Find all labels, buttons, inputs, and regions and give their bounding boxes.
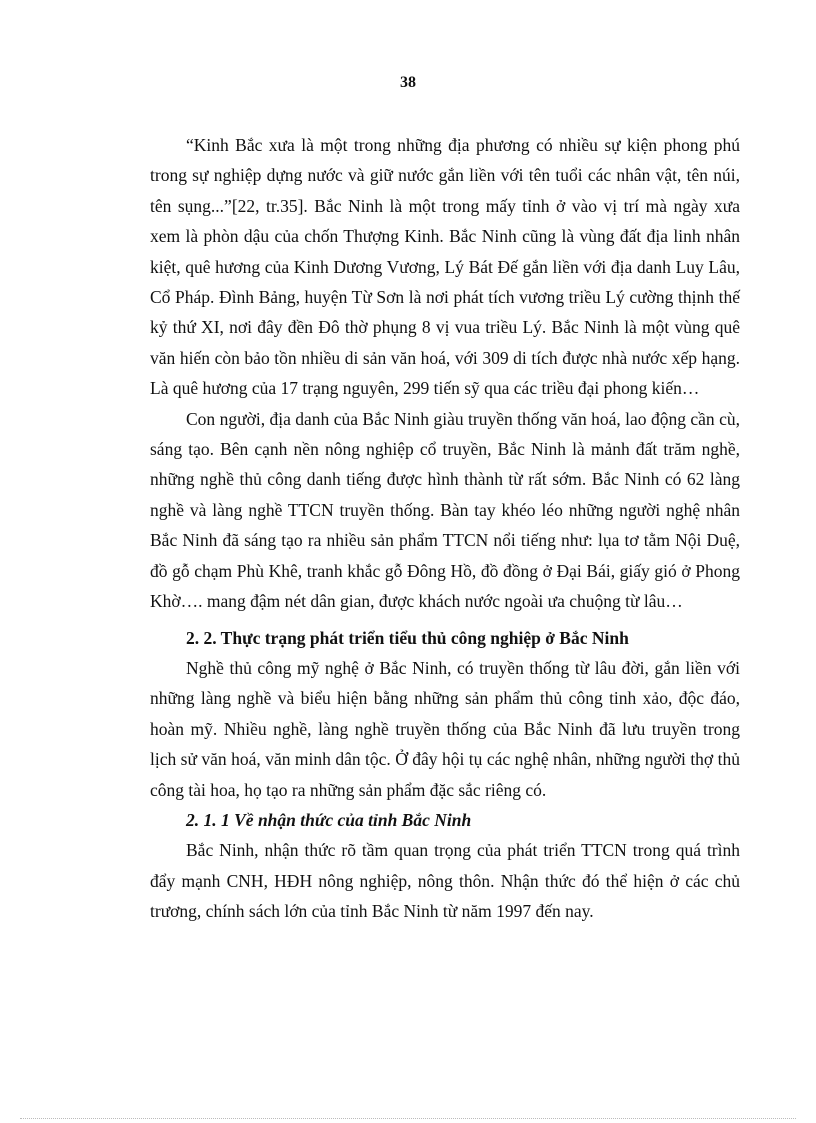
- paragraph-kinh-bac: “Kinh Bắc xưa là một trong những địa phương có nhiều sự kiện phong phú trong sự nghiệp dựng nước và giữ nước gắn liền với tên tuổi các nhân vật, tên núi, tên sụng...”[22, tr.35]. Bắc Ninh là một trong mấy tỉnh ở vào vị trí mà ngày xưa xem là phòn dậu của chốn Thượng Kinh. Bắc Ninh cũng là vùng đất địa linh nhân kiệt, quê hương của Kinh Dương Vương, Lý Bát Đế gắn liền với địa danh Luy Lâu, Cổ Pháp. Đình Bảng, huyện Từ Sơn là nơi phát tích vương triều Lý cường thịnh thế kỷ thứ XI, nơi đây đền Đô thờ phụng 8 vị vua triều Lý. Bắc Ninh là một vùng quê văn hiến còn bảo tồn nhiều di sản văn hoá, với 309 di tích được nhà nước xếp hạng. Là quê hương của 17 trạng nguyên, 299 tiến sỹ qua các triều đại phong kiến…: [150, 135, 740, 399]
- page-bottom-divider: [20, 1118, 796, 1119]
- paragraph-nhan-thuc: Bắc Ninh, nhận thức rõ tầm quan trọng của phát triển TTCN trong quá trình đẩy mạnh CNH, HĐH nông nghiệp, nông thôn. Nhận thức đó thể hiện ở các chủ trương, chính sách lớn của tỉnh Bắc Ninh từ năm 1997 đến nay.: [150, 840, 740, 922]
- document-body: [150, 130, 740, 927]
- paragraph-con-nguoi: Con người, địa danh của Bắc Ninh giàu truyền thống văn hoá, lao động cần cù, sáng tạo. Bên cạnh nền nông nghiệp cổ truyền, Bắc Ninh là mảnh đất trăm nghề, những nghề thủ công danh tiếng được hình thành từ rất sớm. Bắc Ninh có 62 làng nghề và làng nghề TTCN truyền thống. Bàn tay khéo léo những người nghệ nhân Bắc Ninh đã sáng tạo ra nhiều sản phẩm TTCN nổi tiếng như: lụa tơ tằm Nội Duệ, đồ gỗ chạm Phù Khê, tranh khắc gỗ Đông Hồ, đồ đồng ở Đại Bái, giấy gió ở Phong Khờ…. mang đậm nét dân gian, được khách nước ngoài ưa chuộng từ lâu…: [150, 408, 740, 612]
- page-number: 38: [400, 74, 416, 91]
- subsection-heading-2-1-1: 2. 1. 1 Về nhận thức của tỉnh Bắc Ninh: [186, 809, 472, 830]
- paragraph-nghe-thu-cong: Nghề thủ công mỹ nghệ ở Bắc Ninh, có truyền thống từ lâu đời, gắn liền với những làng nghề và biểu hiện bằng những sản phẩm thủ công tinh xảo, độc đáo, hoàn mỹ. Nhiều nghề, làng nghề truyền thống của Bắc Ninh đã lưu truyền trong lịch sử văn hoá, văn minh dân tộc. Ở đây hội tụ các nghệ nhân, những người thợ thủ công tài hoa, họ tạo ra những sản phẩm đặc sắc riêng có.: [150, 657, 740, 800]
- section-heading-2-2: 2. 2. Thực trạng phát triển tiểu thủ công nghiệp ở Bắc Ninh: [186, 627, 629, 648]
